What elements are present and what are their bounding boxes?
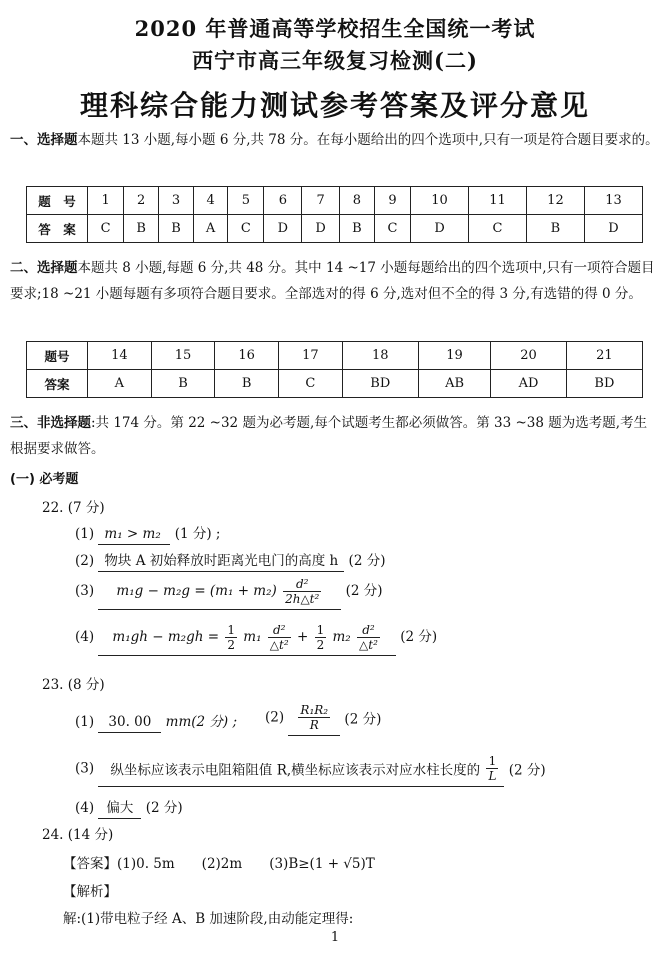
table1-cell: B xyxy=(159,215,194,243)
table1-answer-row xyxy=(27,215,643,243)
table1-cell: D xyxy=(302,215,340,243)
table1-answer-label: 答 案 xyxy=(27,215,88,243)
section2-label: 二、选择题 xyxy=(10,260,78,276)
q22-part4-equation: m₁gh − m₂gh = xyxy=(112,629,220,645)
table1-cell: D xyxy=(411,215,469,243)
q23-title: 23. (8 分) xyxy=(42,677,105,693)
q22-part4-half-1 xyxy=(225,623,237,652)
table2-cell: BD xyxy=(342,370,418,398)
table2-cell: 18 xyxy=(342,342,418,370)
table2-question-label: 题号 xyxy=(27,342,88,370)
q22-part3-answer xyxy=(98,577,341,610)
q22-title: 22. (7 分) xyxy=(42,500,105,516)
document-title: 理科综合能力测试参考答案及评分意见 xyxy=(79,89,590,122)
table1-cell: 9 xyxy=(374,187,410,215)
table2-cell: 16 xyxy=(215,342,279,370)
q22-part2-score: (2 分) xyxy=(348,553,386,569)
q23-part2-num: (2) xyxy=(265,709,285,726)
table2-answer-label: 答案 xyxy=(27,370,88,398)
table1-cell: 5 xyxy=(228,187,264,215)
q23-part2-frac-num: R₁R₂ xyxy=(300,703,329,717)
table1-cell: 3 xyxy=(159,187,194,215)
q24-solution-line: 解:(1)带电粒子经 A、B 加速阶段,由动能定理得: xyxy=(63,911,354,927)
page-number: 1 xyxy=(330,930,340,945)
q22-part4-half-num: 1 xyxy=(227,623,235,637)
q23-part3 xyxy=(75,754,546,787)
q22-part4-half2-num: 1 xyxy=(316,623,325,637)
q23-part3-score: (2 分) xyxy=(508,762,546,779)
q22-part2 xyxy=(75,549,385,572)
q23-part1 xyxy=(75,710,237,733)
q23-part3-num: (3) xyxy=(75,760,95,777)
q22-part4-frac1-den: △t² xyxy=(269,638,289,652)
exam-subtitle: 西宁市高三年级复习检测(二) xyxy=(192,48,478,73)
table2-cell: BD xyxy=(566,370,642,398)
table2-cell: 21 xyxy=(566,342,642,370)
q22-part2-num: (2) xyxy=(75,553,95,569)
table1-cell: B xyxy=(124,215,159,243)
table2-cell: C xyxy=(279,370,343,398)
answer-table-1 xyxy=(26,186,643,243)
table2-cell: 14 xyxy=(88,342,152,370)
q23-part2-frac-den: R xyxy=(309,718,319,732)
q22-part3-num: (3) xyxy=(75,583,95,599)
table2-cell: B xyxy=(215,370,279,398)
q22-part4-frac2-den: △t² xyxy=(359,638,378,652)
table1-cell: 2 xyxy=(124,187,159,215)
table2-question-row xyxy=(27,342,643,370)
q24-answer-line: 【答案】(1)0. 5m (2)2m (3)B≥(1 + √5)T xyxy=(63,856,375,872)
q23-part4-answer: 偏大 xyxy=(98,796,141,819)
q22-part4-frac2-num: d² xyxy=(357,623,380,638)
q22-part4-fraction-1 xyxy=(268,623,291,652)
subsection-heading: (一) 必考题 xyxy=(10,472,79,487)
section1-text: 本题共 13 小题,每小题 6 分,共 78 分。在每小题给出的四个选项中,只有一项是符合题目要求的。 xyxy=(77,132,659,148)
q22-part4-answer xyxy=(98,623,395,656)
table1-cell: 13 xyxy=(584,187,642,215)
q22-part4-score: (2 分) xyxy=(400,629,438,645)
q22-part3-fraction xyxy=(283,577,321,606)
table1-cell: C xyxy=(469,215,527,243)
table2-answer-row xyxy=(27,370,643,398)
q23-part1-num: (1) xyxy=(75,714,95,730)
table1-cell: 12 xyxy=(526,187,584,215)
q22-part3-equation: m₁g − m₂g = (m₁ + m₂) xyxy=(116,583,277,599)
q23-part3-answer xyxy=(98,754,504,787)
section1-paragraph xyxy=(10,127,660,153)
q22-part4-frac1-num: d² xyxy=(268,623,291,638)
section3-label: 三、非选择题 xyxy=(10,415,91,431)
q22-part4-m1: m₁ xyxy=(243,629,262,645)
q22-part4-plus: + xyxy=(296,629,309,645)
section3-text: :共 174 分。第 22 ~32 题为必考题,每个试题考生都必须做答。第 33 ~38 题为选考题,考生根据要求做答。 xyxy=(10,415,648,457)
q22-part4-half-den: 2 xyxy=(227,638,235,652)
q24-analysis-label: 【解析】 xyxy=(63,884,117,900)
q24-title: 24. (14 分) xyxy=(42,827,114,843)
section2-paragraph xyxy=(10,255,660,307)
q22-part4 xyxy=(75,623,437,656)
q23-part2-answer xyxy=(288,703,340,736)
q22-part2-answer: 物块 A 初始释放时距离光电门的高度 h xyxy=(98,549,344,572)
table2-cell: B xyxy=(151,370,215,398)
table1-cell: 8 xyxy=(340,187,375,215)
table1-cell: 10 xyxy=(411,187,469,215)
table1-cell: A xyxy=(193,215,227,243)
answer-table-2 xyxy=(26,341,643,398)
table1-cell: D xyxy=(264,215,302,243)
q22-part4-fraction-2 xyxy=(357,623,380,652)
table1-cell: 1 xyxy=(88,187,124,215)
table2-cell: A xyxy=(88,370,152,398)
q22-part3-frac-num: d² xyxy=(283,577,321,592)
table1-cell: B xyxy=(340,215,375,243)
q23-part3-fraction xyxy=(486,754,498,783)
q23-part4-num: (4) xyxy=(75,800,95,816)
table2-cell: AB xyxy=(418,370,490,398)
table1-cell: C xyxy=(88,215,124,243)
q23-part2-fraction xyxy=(298,703,330,732)
table1-cell: 11 xyxy=(469,187,527,215)
q23-part3-frac-den: L xyxy=(488,769,497,783)
q23-part3-text: 纵坐标应该表示电阻箱阻值 R,横坐标应该表示对应水柱长度的 xyxy=(110,762,481,779)
table2-cell: 15 xyxy=(151,342,215,370)
section1-label: 一、选择题 xyxy=(10,132,78,148)
table2-cell: 20 xyxy=(491,342,567,370)
q22-part1-num: (1) xyxy=(75,526,95,542)
q22-part1 xyxy=(75,522,220,545)
table2-cell: 19 xyxy=(418,342,490,370)
table1-cell: B xyxy=(526,215,584,243)
table1-cell: C xyxy=(374,215,410,243)
section3-paragraph xyxy=(10,410,660,462)
table1-cell: D xyxy=(584,215,642,243)
q22-part4-half-2 xyxy=(315,623,327,652)
table1-cell: 6 xyxy=(264,187,302,215)
table1-question-label: 题 号 xyxy=(27,187,88,215)
exam-title: 2020 年普通高等学校招生全国统一考试 xyxy=(134,16,536,41)
q22-part1-score: (1 分) ; xyxy=(174,526,221,542)
table1-cell: 7 xyxy=(302,187,340,215)
q23-part2 xyxy=(265,703,381,736)
section2-text: 本题共 8 小题,每题 6 分,共 48 分。其中 14 ~17 小题每题给出的四个选项中,只有一项符合题目要求;18 ~21 小题每题有多项符合题目要求。全部选对的得 6 分,选对但不全的得 3 分,有选错的得 0 分。 xyxy=(10,260,655,302)
q23-part3-frac-num: 1 xyxy=(486,754,498,769)
q22-part4-m2: m₂ xyxy=(332,629,351,645)
q22-part3 xyxy=(75,577,383,610)
q22-part3-frac-den: 2h△t² xyxy=(285,592,320,606)
table2-cell: AD xyxy=(491,370,567,398)
q22-part4-half2-den: 2 xyxy=(316,638,325,652)
q23-part1-unit: mm(2 分) ; xyxy=(165,714,238,730)
table1-question-row xyxy=(27,187,643,215)
q22-part3-score: (2 分) xyxy=(345,583,383,599)
q23-part4 xyxy=(75,796,183,819)
q23-part4-score: (2 分) xyxy=(145,800,183,816)
q22-part4-num: (4) xyxy=(75,629,95,645)
table1-cell: 4 xyxy=(193,187,227,215)
q23-part2-score: (2 分) xyxy=(344,711,382,728)
table2-cell: 17 xyxy=(279,342,343,370)
q23-part1-answer: 30. 00 xyxy=(98,714,161,733)
table1-cell: C xyxy=(228,215,264,243)
q22-part1-answer: m₁ > m₂ xyxy=(98,526,170,545)
